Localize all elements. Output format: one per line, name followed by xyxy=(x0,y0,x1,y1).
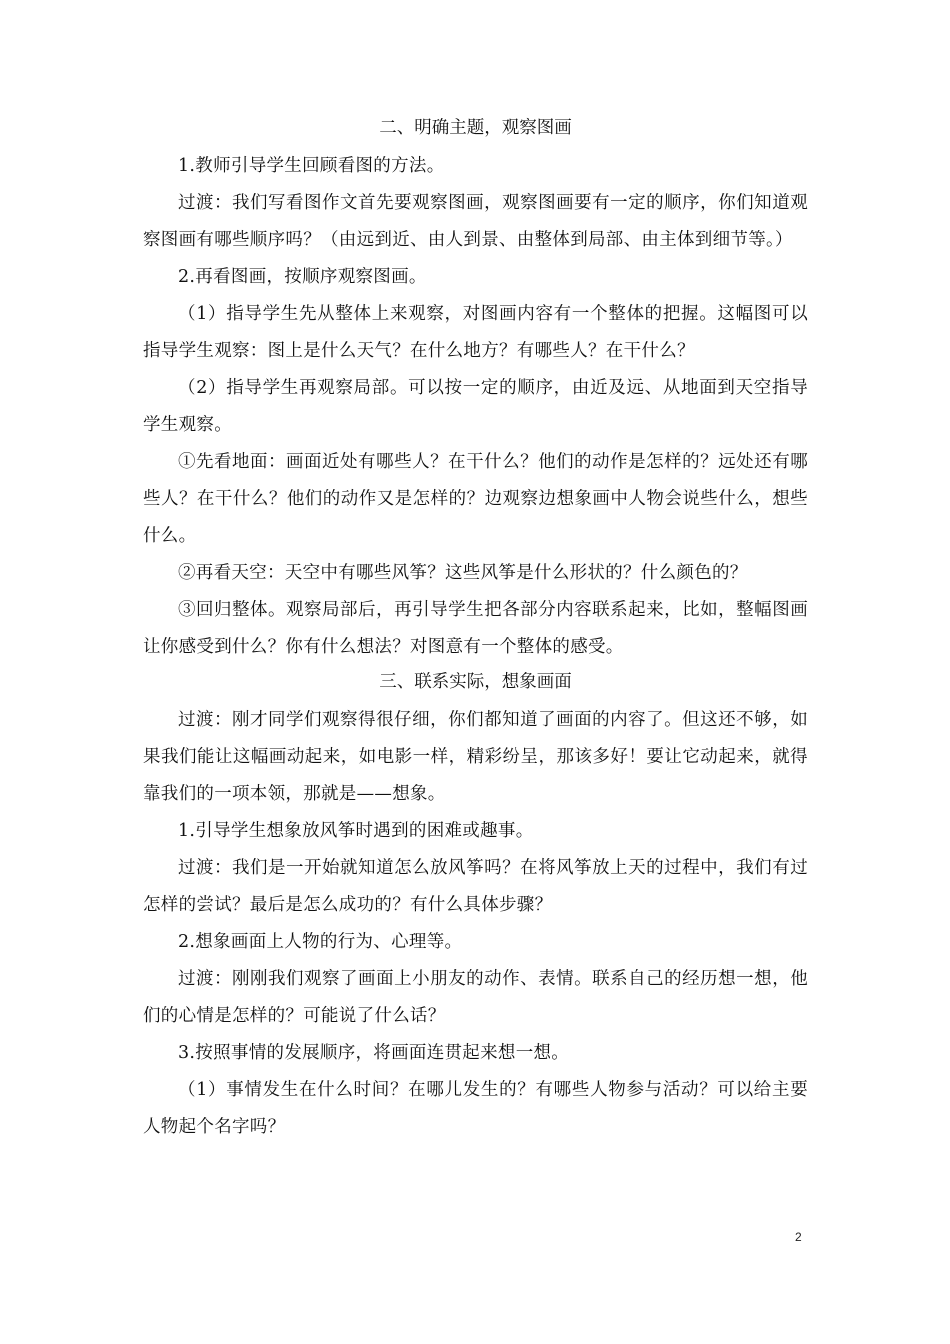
paragraph: 2.再看图画，按顺序观察图画。 xyxy=(178,267,427,287)
paragraph: ③回归整体。观察局部后，再引导学生把各部分内容联系起来，比如，整幅图画让你感受到什么？你有什么想法？对图意有一个整体的感受。 xyxy=(143,600,808,657)
paragraph: ①先看地面：画面近处有哪些人？在干什么？他们的动作是怎样的？远处还有哪些人？在干什么？他们的动作又是怎样的？边观察边想象画中人物会说些什么，想些什么。 xyxy=(143,452,808,546)
paragraph: （2）指导学生再观察局部。可以按一定的顺序，由近及远、从地面到天空指导学生观察。 xyxy=(143,378,808,435)
paragraph: （1）事情发生在什么时间？在哪儿发生的？有哪些人物参与活动？可以给主要人物起个名字吗？ xyxy=(143,1080,808,1137)
paragraph: 过渡：刚刚我们观察了画面上小朋友的动作、表情。联系自己的经历想一想，他们的心情是怎样的？可能说了什么话？ xyxy=(143,969,808,1026)
paragraph: 3.按照事情的发展顺序，将画面连贯起来想一想。 xyxy=(178,1043,570,1063)
paragraph: （1）指导学生先从整体上来观察，对图画内容有一个整体的把握。这幅图可以指导学生观察：图上是什么天气？在什么地方？有哪些人？在干什么？ xyxy=(143,304,808,361)
document-body xyxy=(143,112,808,1146)
paragraph: 2.想象画面上人物的行为、心理等。 xyxy=(178,932,463,952)
paragraph: 1.教师引导学生回顾看图的方法。 xyxy=(178,156,445,176)
page-number: 2 xyxy=(795,1230,802,1244)
paragraph: 1.引导学生想象放风筝时遇到的困难或趣事。 xyxy=(178,821,534,841)
section-heading-3: 三、联系实际，想象画面 xyxy=(379,672,572,692)
paragraph: 过渡：我们是一开始就知道怎么放风筝吗？在将风筝放上天的过程中，我们有过怎样的尝试？最后是怎么成功的？有什么具体步骤？ xyxy=(143,858,808,915)
paragraph: ②再看天空：天空中有哪些风筝？这些风筝是什么形状的？什么颜色的？ xyxy=(178,563,748,583)
section-heading-2: 二、明确主题，观察图画 xyxy=(379,118,572,138)
paragraph: 过渡：刚才同学们观察得很仔细，你们都知道了画面的内容了。但这还不够，如果我们能让这幅画动起来，如电影一样，精彩纷呈，那该多好！要让它动起来，就得靠我们的一项本领，那就是——想象。 xyxy=(143,710,808,804)
paragraph: 过渡：我们写看图作文首先要观察图画，观察图画要有一定的顺序，你们知道观察图画有哪些顺序吗？（由远到近、由人到景、由整体到局部、由主体到细节等。） xyxy=(143,193,808,250)
